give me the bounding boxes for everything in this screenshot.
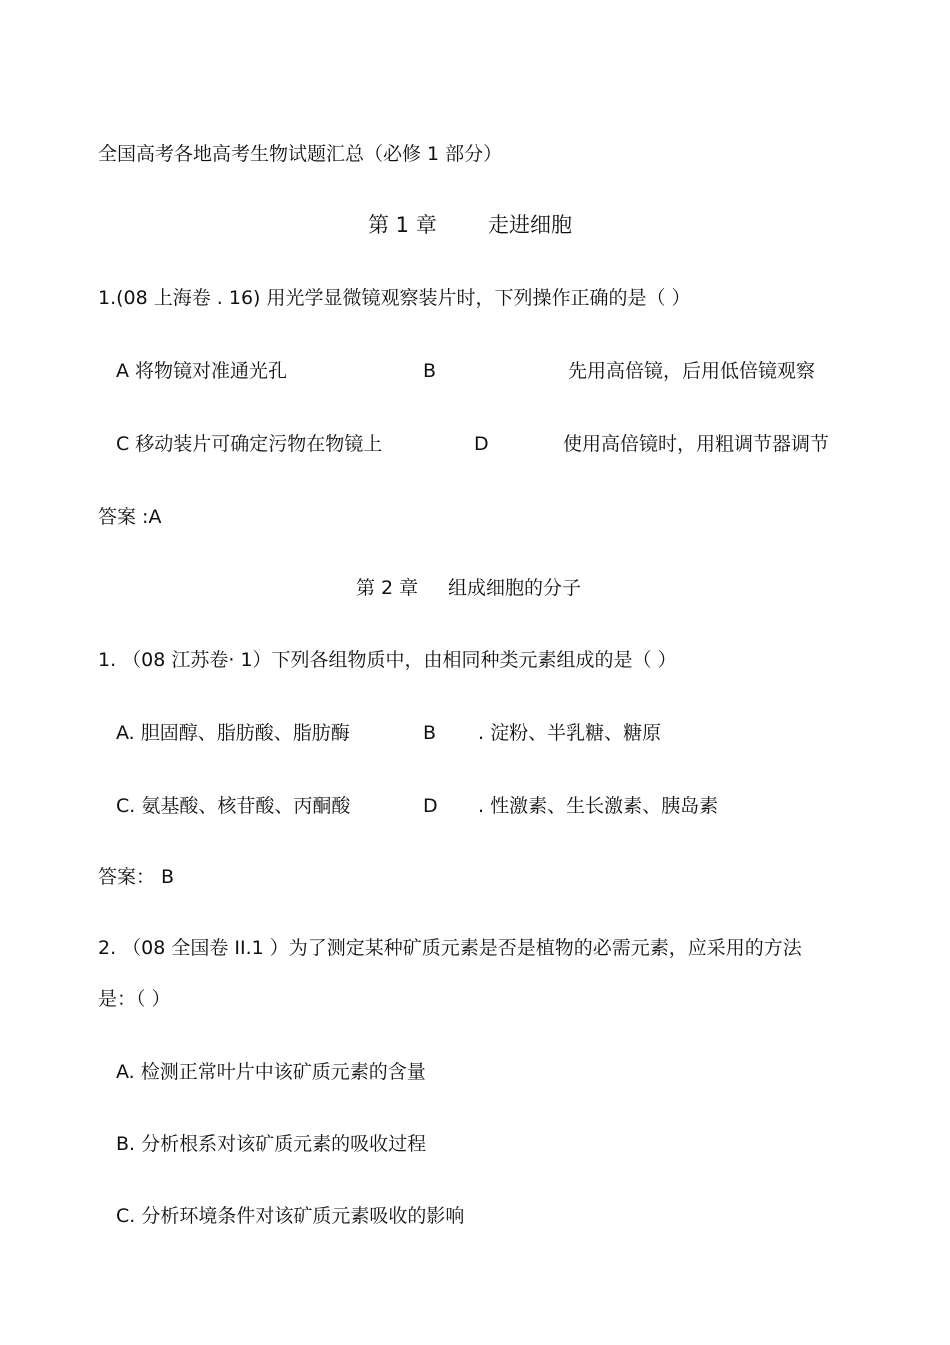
option-a: A 将物镜对准通光孔 <box>116 360 288 382</box>
chapter-2-title: 组成细胞的分子 <box>448 577 582 599</box>
chapter-2-number: 第 2 章 <box>356 577 419 599</box>
chapter-1-title: 走进细胞 <box>488 213 572 237</box>
option-d-label: D <box>474 433 489 455</box>
option-b-label: B <box>423 722 437 744</box>
option-c: C 移动装片可确定污物在物镜上 <box>116 433 383 455</box>
option-d-label: D <box>423 795 438 817</box>
option-c: C. 氨基酸、核苷酸、丙酮酸 <box>116 795 351 817</box>
question-stem-line-2: 是：（ ） <box>98 988 171 1010</box>
option-d-text: . 性激素、生长激素、胰岛素 <box>478 795 719 817</box>
question-stem-line-1: 2. （08 全国卷 II.1 ）为了测定某种矿质元素是否是植物的必需元素，应采用的方法 <box>98 937 802 959</box>
option-c: C. 分析环境条件对该矿质元素吸收的影响 <box>116 1205 465 1227</box>
chapter-1-number: 第 1 章 <box>368 213 437 237</box>
option-b-text: 先用高倍镜，后用低倍镜观察 <box>568 360 816 382</box>
document-title: 全国高考各地高考生物试题汇总（必修 1 部分） <box>98 143 503 165</box>
question-stem: 1. （08 江苏卷· 1）下列各组物质中，由相同种类元素组成的是（ ） <box>98 649 677 671</box>
question-stem: 1.(08 上海卷 . 16) 用光学显微镜观察装片时，下列操作正确的是（ ） <box>98 287 691 309</box>
option-b-text: . 淀粉、半乳糖、糖原 <box>478 722 662 744</box>
option-a: A. 检测正常叶片中该矿质元素的含量 <box>116 1061 426 1083</box>
answer: 答案： B <box>98 866 175 888</box>
option-b-label: B <box>423 360 437 382</box>
option-b: B. 分析根系对该矿质元素的吸收过程 <box>116 1133 427 1155</box>
option-a: A. 胆固醇、脂肪酸、脂肪酶 <box>116 722 350 744</box>
answer: 答案 :A <box>98 506 162 528</box>
option-d-text: 使用高倍镜时，用粗调节器调节 <box>563 433 830 455</box>
